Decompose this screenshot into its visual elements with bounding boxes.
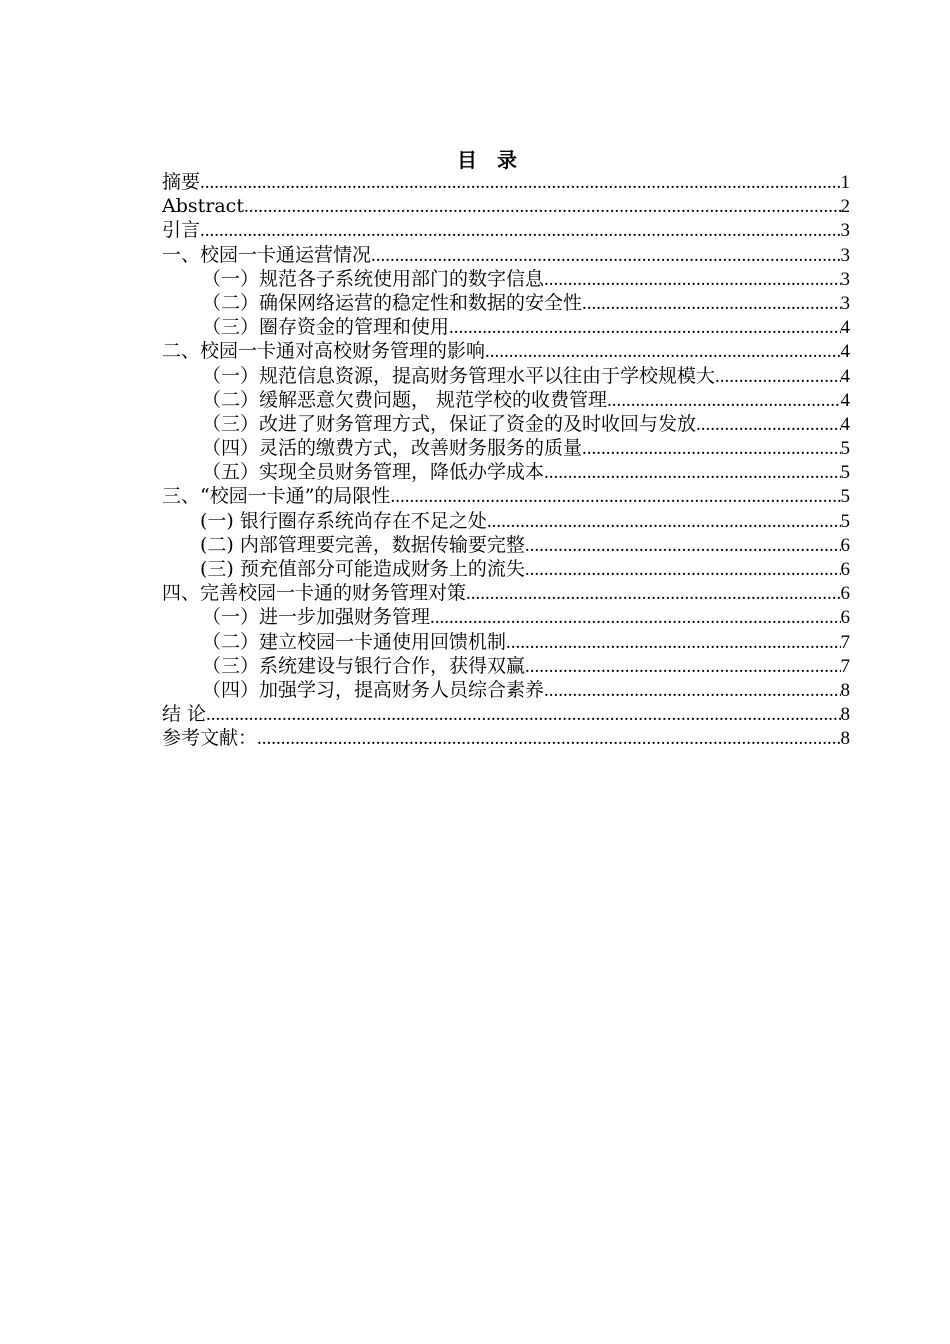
- toc-entry-chapter-1[interactable]: [162, 243, 850, 267]
- toc-entry-label: （五）实现全员财务管理，降低办学成本: [202, 461, 545, 484]
- toc-entry-label: 四、完善校园一卡通的财务管理对策: [162, 582, 467, 605]
- toc-page-number: 5: [840, 486, 850, 508]
- toc-page-number: 4: [840, 389, 850, 411]
- toc-entry-abstract-cn[interactable]: [162, 170, 850, 194]
- toc-entry-label: Abstract: [162, 195, 244, 218]
- toc-entry-label: （四）加强学习，提高财务人员综合素养: [202, 678, 545, 701]
- toc-entry-label: (三) 预充值部分可能造成财务上的流失: [200, 558, 525, 580]
- toc-dot-leader: [200, 171, 840, 194]
- toc-page-number: 3: [840, 268, 850, 290]
- toc-entry-label: （四）灵活的缴费方式，改善财务服务的质量: [202, 437, 583, 460]
- toc-entry-label: 一、校园一卡通运营情况: [162, 243, 372, 266]
- toc-entry-introduction[interactable]: [162, 218, 850, 242]
- toc-entry-section-2-5[interactable]: [162, 460, 850, 484]
- toc-dot-leader: [485, 340, 840, 363]
- toc-dot-leader: [544, 679, 840, 702]
- toc-page-number: 8: [840, 679, 850, 701]
- toc-page-number: 6: [840, 583, 850, 605]
- toc-title: 目 录: [457, 148, 517, 172]
- toc-entry-section-2-4[interactable]: [162, 436, 850, 460]
- toc-dot-leader: [390, 485, 840, 508]
- toc-entry-section-4-2[interactable]: [162, 630, 850, 654]
- toc-page-number: 7: [840, 631, 850, 653]
- toc-page-number: 6: [840, 607, 850, 629]
- toc-entry-label: （三）系统建设与银行合作，获得双赢: [202, 654, 526, 677]
- toc-dot-leader: [525, 558, 841, 581]
- toc-page-number: 3: [840, 244, 850, 266]
- toc-dot-leader: [200, 219, 840, 242]
- toc-page-number: 1: [840, 172, 850, 193]
- toc-page-number: 8: [840, 704, 850, 726]
- toc-entry-label: 结 论: [162, 703, 207, 726]
- toc-entry-label: 三、“校园一卡通”的局限性: [162, 485, 391, 508]
- toc-dot-leader: [582, 437, 840, 460]
- toc-entry-label: （一）规范各子系统使用部门的数字信息: [202, 267, 545, 290]
- toc-dot-leader: [487, 510, 841, 533]
- toc-page-number: 5: [840, 462, 850, 484]
- toc-entry-conclusion[interactable]: [162, 702, 850, 726]
- toc-dot-leader: [430, 606, 840, 629]
- toc-page-number: 6: [840, 534, 850, 556]
- toc-dot-leader: [696, 413, 840, 436]
- toc-dot-leader: [525, 655, 840, 678]
- toc-page-number: 7: [840, 655, 850, 677]
- toc-entry-label: (二) 内部管理要完善，数据传输要完整: [200, 533, 525, 556]
- toc-entry-section-4-3[interactable]: [162, 654, 850, 678]
- toc-entry-references[interactable]: [162, 726, 850, 750]
- toc-entry-section-4-1[interactable]: [162, 605, 850, 629]
- toc-entry-section-2-3[interactable]: [162, 412, 850, 436]
- toc-entry-section-1-3[interactable]: [162, 315, 850, 339]
- toc-entry-label: 摘要: [162, 171, 201, 193]
- toc-entry-chapter-2[interactable]: [162, 339, 850, 363]
- toc-entry-chapter-3[interactable]: [162, 484, 850, 508]
- toc-page-number: 6: [840, 559, 850, 580]
- toc-dot-leader: [257, 727, 840, 750]
- toc-entry-section-3-3[interactable]: [162, 557, 850, 581]
- toc-entry-label: （二）建立校园一卡通使用回馈机制: [202, 630, 507, 653]
- toc-entry-label: （二）确保网络运营的稳定性和数据的安全性: [202, 291, 583, 314]
- toc-dot-leader: [607, 389, 840, 412]
- toc-page-number: 8: [840, 728, 850, 750]
- toc-page-number: 4: [840, 365, 850, 387]
- toc-entry-label: （一）规范信息资源，提高财务管理水平以往由于学校规模大: [202, 364, 716, 387]
- toc-entry-section-2-1[interactable]: [162, 364, 850, 388]
- toc-page-number: 2: [840, 196, 850, 218]
- toc-dot-leader: [544, 268, 840, 291]
- toc-page-number: 4: [840, 317, 850, 339]
- toc-dot-leader: [449, 316, 840, 339]
- toc-entry-label: （三）改进了财务管理方式，保证了资金的及时收回与发放: [202, 412, 697, 435]
- toc-dot-leader: [206, 703, 840, 726]
- toc-entry-section-2-2[interactable]: [162, 388, 850, 412]
- toc-entry-label: 参考文献：: [162, 727, 258, 750]
- toc-page-number: 4: [840, 341, 850, 363]
- toc-dot-leader: [525, 534, 841, 557]
- toc-entry-section-3-2[interactable]: [162, 533, 850, 557]
- toc-entry-abstract-en[interactable]: [162, 194, 850, 218]
- toc-entry-section-1-2[interactable]: [162, 291, 850, 315]
- toc-dot-leader: [506, 631, 840, 654]
- toc-page-number: 3: [840, 220, 850, 242]
- toc-dot-leader: [466, 582, 840, 605]
- toc-list: [162, 170, 850, 751]
- toc-dot-leader: [544, 461, 840, 484]
- toc-page-number: 5: [840, 438, 850, 460]
- toc-dot-leader: [371, 244, 840, 267]
- toc-entry-chapter-4[interactable]: [162, 581, 850, 605]
- toc-page-number: 3: [840, 292, 850, 314]
- toc-dot-leader: [244, 195, 841, 218]
- toc-entry-label: 引言: [162, 219, 201, 242]
- toc-page-number: 4: [840, 413, 850, 435]
- toc-entry-label: (一) 银行圈存系统尚存在不足之处: [200, 509, 487, 532]
- toc-page-number: 5: [840, 510, 850, 532]
- toc-entry-label: 二、校园一卡通对高校财务管理的影响: [162, 340, 486, 363]
- toc-entry-label: （三）圈存资金的管理和使用: [202, 316, 450, 339]
- toc-entry-section-3-1[interactable]: [162, 509, 850, 533]
- toc-entry-label: （二）缓解恶意欠费问题， 规范学校的收费管理: [202, 388, 608, 411]
- toc-entry-section-4-4[interactable]: [162, 678, 850, 702]
- toc-dot-leader: [715, 365, 840, 388]
- toc-entry-label: （一）进一步加强财务管理: [202, 606, 431, 629]
- toc-dot-leader: [582, 292, 840, 315]
- toc-entry-section-1-1[interactable]: [162, 267, 850, 291]
